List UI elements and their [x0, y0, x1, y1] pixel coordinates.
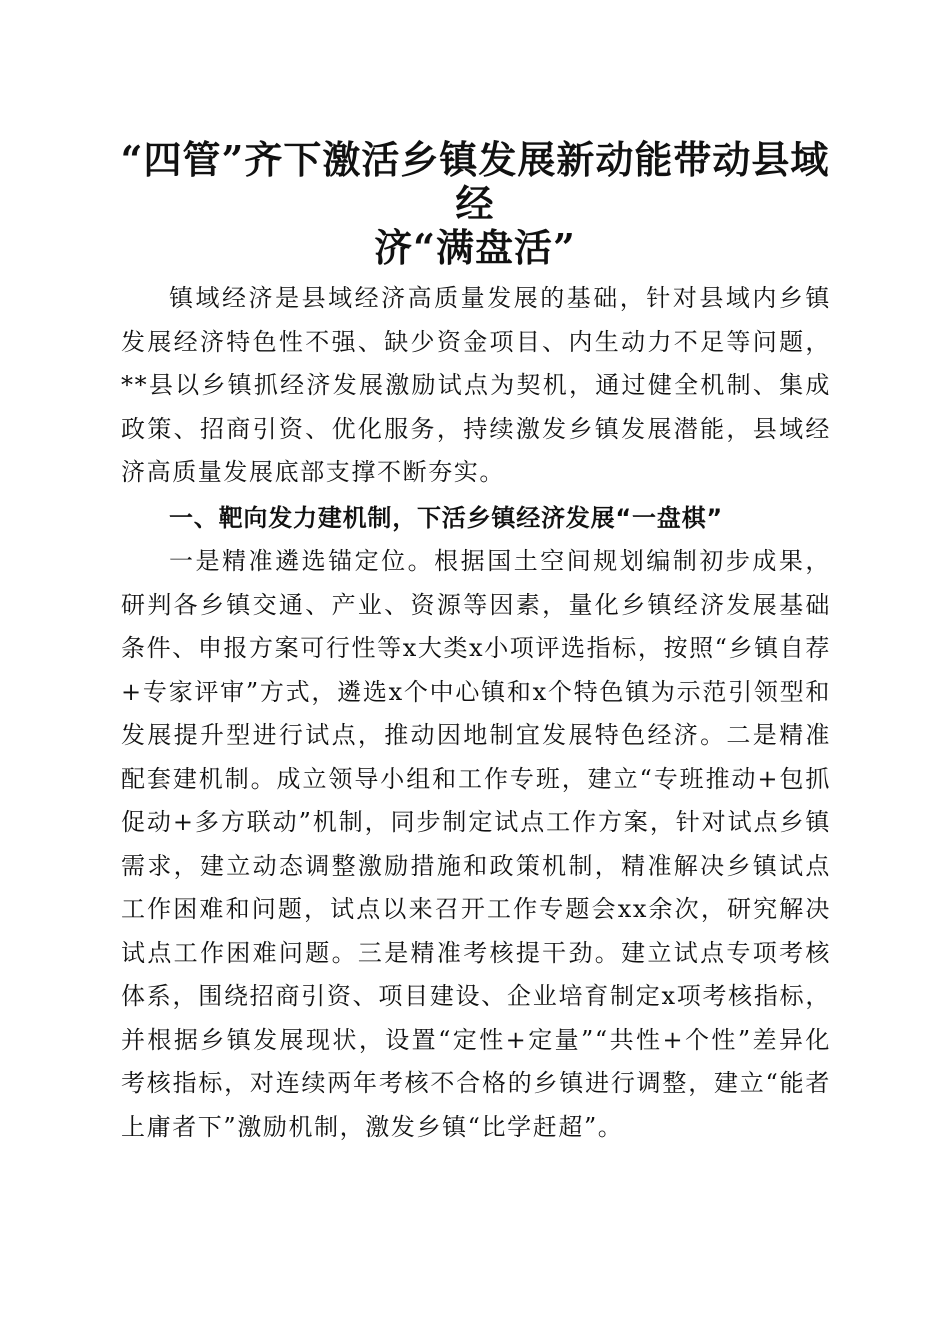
section-1-paragraph: 一是精准遴选锚定位。根据国土空间规划编制初步成果，研判各乡镇交通、产业、资源等因素，量化乡镇经济发展基础条件、申报方案可行性等x大类x小项评选指标，按照“乡镇自荐+专家评审”方式，遴选x个中心镇和x个特色镇为示范引领型和发展提升型进行试点，推动因地制宜发展特色经济。二是精准配套建机制。成立领导小组和工作专班，建立“专班推动+包抓促动+多方联动”机制，同步制定试点工作方案，针对试点乡镇需求，建立动态调整激励措施和政策机制，精准解决乡镇试点工作困难和问题，试点以来召开工作专题会xx余次，研究解决试点工作困难问题。三是精准考核提干劲。建立试点专项考核体系，围绕招商引资、项目建设、企业培育制定x项考核指标，并根据乡镇发展现状，设置“定性+定量”“共性+个性”差异化考核指标，对连续两年考核不合格的乡镇进行调整，建立“能者上庸者下”激励机制，激发乡镇“比学赶超”。	[121, 547, 831, 1141]
title-line-1: “四管”齐下激活乡镇发展新动能带动县域经	[120, 137, 830, 226]
document-body	[121, 277, 831, 1149]
section-1-heading: 一、靶向发力建机制，下活乡镇经济发展“一盘棋”	[169, 503, 723, 532]
title-line-2: 济“满盘活”	[374, 225, 576, 270]
document-title	[110, 138, 840, 270]
intro-paragraph: 镇域经济是县域经济高质量发展的基础，针对县域内乡镇发展经济特色性不强、缺少资金项目、内生动力不足等问题，**县以乡镇抓经济发展激励试点为契机，通过健全机制、集成政策、招商引资、优化服务，持续激发乡镇发展潜能，县域经济高质量发展底部支撑不断夯实。	[121, 284, 831, 486]
